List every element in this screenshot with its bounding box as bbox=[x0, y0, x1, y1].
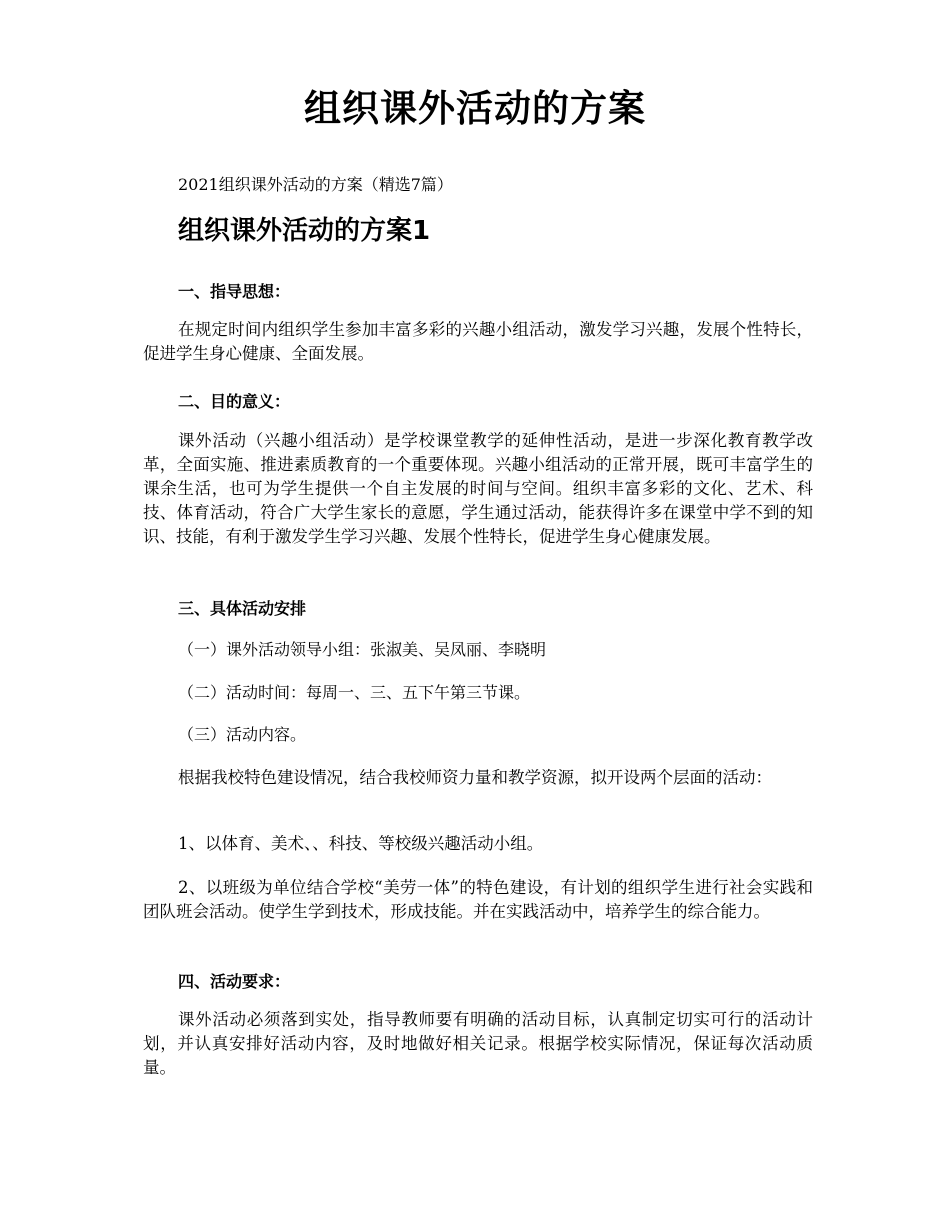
paragraph-purpose: 课外活动（兴趣小组活动）是学校课堂教学的延伸性活动，是进一步深化教育教学改革，全面实施、推进素质教育的一个重要体现。兴趣小组活动的正常开展，既可丰富学生的课余生活，也可为学生提供一个自主发展的时间与空间。组织丰富多彩的文化、艺术、科技、体育活动，符合广大学生家长的意愿，学生通过活动，能获得许多在课堂中学不到的知识、技能，有利于激发学生学习兴趣、发展个性特长，促进学生身心健康发展。 bbox=[143, 431, 813, 546]
arrangement-item-time: （二）活动时间：每周一、三、五下午第三节课。 bbox=[178, 683, 531, 702]
heading-arrangement: 三、具体活动安排 bbox=[178, 599, 307, 618]
arrangement-item-leaders: （一）课外活动领导小组：张淑美、吴凤丽、李晓明 bbox=[178, 640, 547, 659]
heading-guiding-thought: 一、指导思想： bbox=[178, 282, 291, 301]
section-title: 组织课外活动的方案1 bbox=[178, 216, 431, 246]
document-subtitle: 2021组织课外活动的方案（精选7篇） bbox=[178, 175, 453, 194]
document-title: 组织课外活动的方案 bbox=[304, 87, 646, 130]
paragraph-level-school: 1、以体育、美术、、科技、等校级兴趣活动小组。 bbox=[178, 834, 544, 853]
paragraph-level-class: 2、以班级为单位结合学校“美劳一体”的特色建设，有计划的组织学生进行社会实践和团队班会活动。使学生学到技术，形成技能。并在实践活动中，培养学生的综合能力。 bbox=[143, 878, 813, 921]
heading-requirements: 四、活动要求： bbox=[178, 972, 291, 991]
paragraph-requirements: 课外活动必须落到实处，指导教师要有明确的活动目标，认真制定切实可行的活动计划，并认真安排好活动内容，及时地做好相关记录。根据学校实际情况，保证每次活动质量。 bbox=[143, 1010, 813, 1077]
arrangement-item-content: （三）活动内容。 bbox=[178, 725, 307, 744]
heading-purpose: 二、目的意义： bbox=[178, 392, 291, 411]
paragraph-guiding-thought: 在规定时间内组织学生参加丰富多彩的兴趣小组活动，激发学习兴趣，发展个性特长，促进学生身心健康、全面发展。 bbox=[143, 320, 813, 363]
paragraph-content-levels: 根据我校特色建设情况，结合我校师资力量和教学资源，拟开设两个层面的活动： bbox=[178, 768, 772, 787]
